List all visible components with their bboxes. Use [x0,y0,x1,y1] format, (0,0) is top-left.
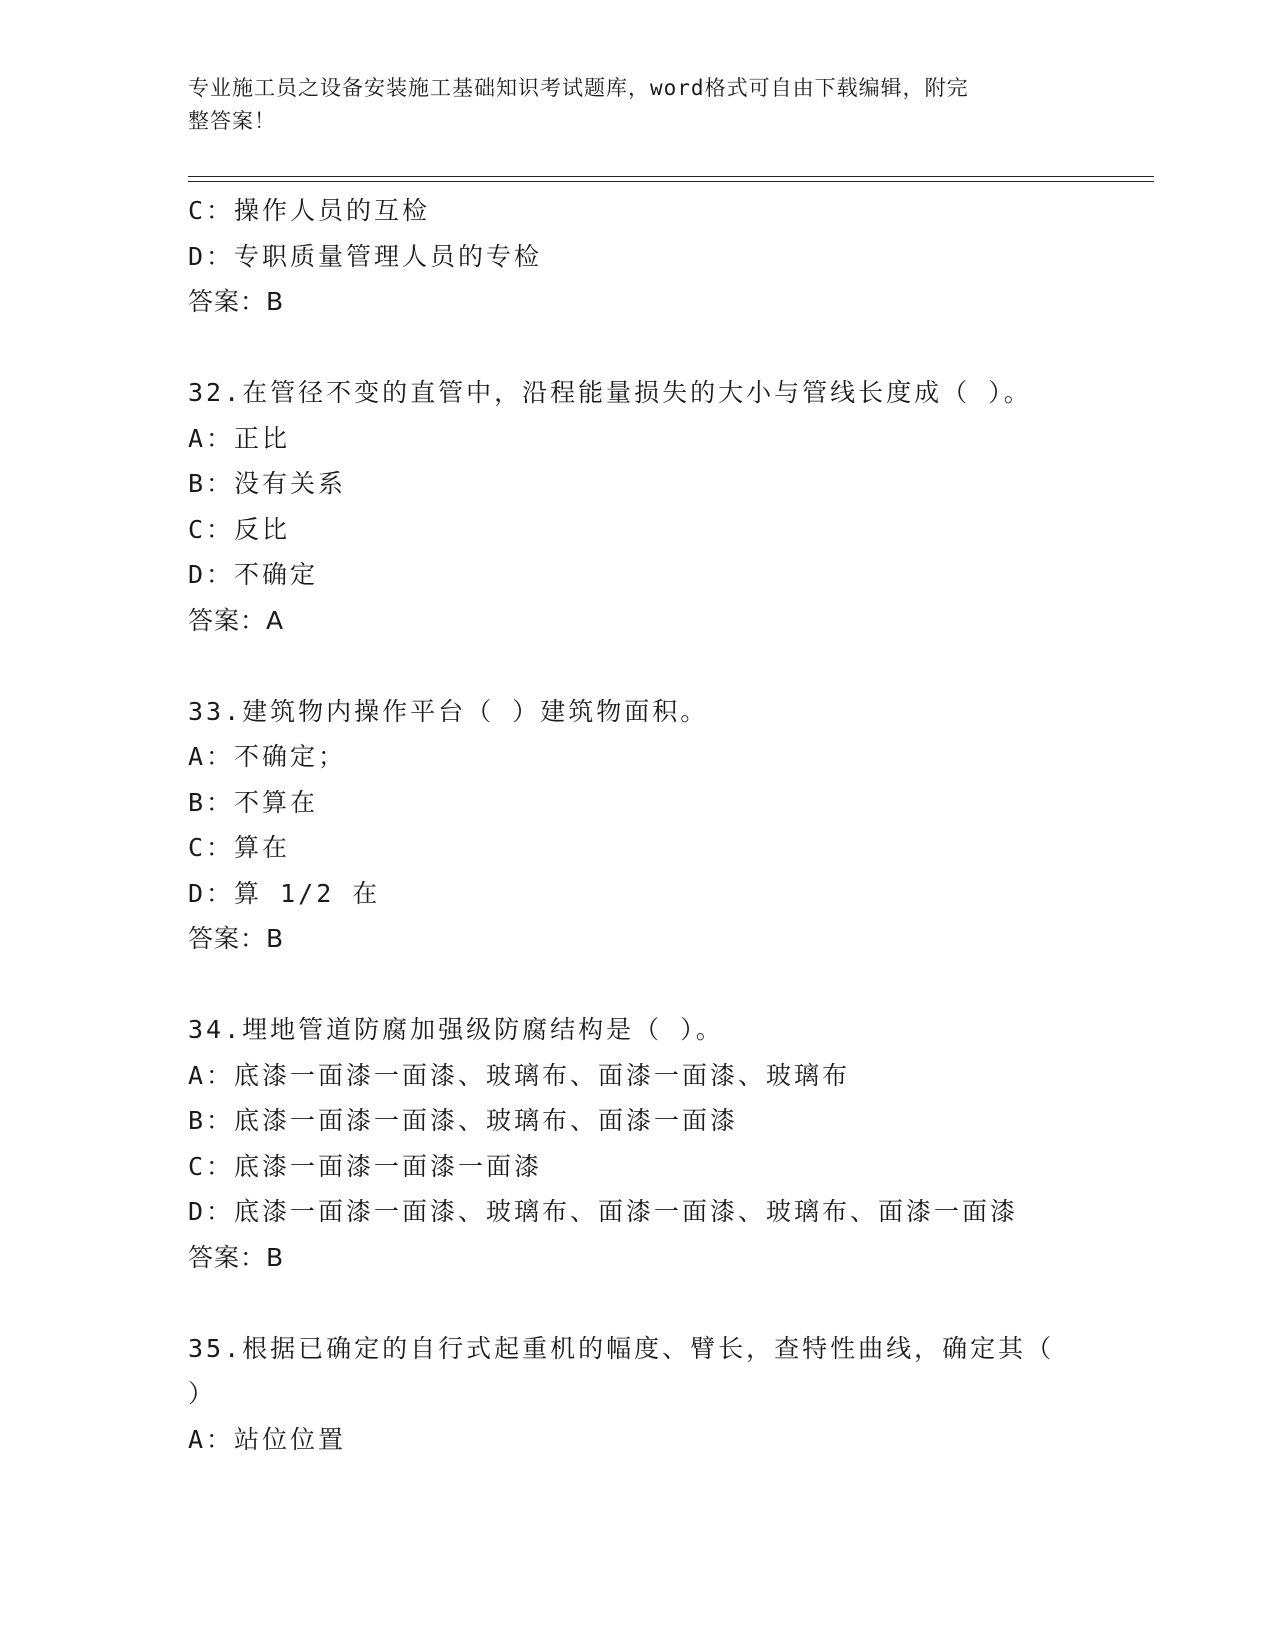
option-b: B：不算在 [188,787,319,817]
document-header [188,72,1068,138]
answer: 答案：A [188,605,285,635]
spacer [188,1280,1088,1326]
option-d: D：底漆一面漆一面漆、玻璃布、面漆一面漆、玻璃布、面漆一面漆 [188,1197,1019,1226]
option-b: B：没有关系 [188,469,347,498]
option-c: C：反比 [188,514,291,544]
answer: 答案：B [188,924,285,953]
spacer [188,643,1088,689]
option-a: A：站位位置 [188,1424,347,1454]
header-divider-top [188,176,1154,177]
question-stem-line-2: ） [188,1379,217,1408]
question-stem-line-1: 35.根据已确定的自行式起重机的幅度、臂长，查特性曲线，确定其（ [188,1333,1055,1363]
spacer [188,962,1088,1008]
option-d: D：专职质量管理人员的专检 [188,241,543,271]
option-a: A：正比 [188,423,291,453]
option-c: C：操作人员的互检 [188,196,431,225]
question-35 [188,1326,1088,1463]
header-title-line-1: 专业施工员之设备安装施工基础知识考试题库，word格式可自由下载编辑，附完 [188,76,969,100]
question-stem: 33.建筑物内操作平台（ ）建筑物面积。 [188,696,709,726]
option-b: B：底漆一面漆一面漆、玻璃布、面漆一面漆 [188,1106,739,1135]
option-a: A：底漆一面漆一面漆、玻璃布、面漆一面漆、玻璃布 [188,1060,851,1090]
question-stem: 34.埋地管道防腐加强级防腐结构是（ ）。 [188,1015,724,1044]
question-stem: 32.在管径不变的直管中，沿程能量损失的大小与管线长度成（ ）。 [188,378,1032,407]
question-31-continuation [188,188,1088,325]
answer: 答案：B [188,1242,285,1272]
question-34 [188,1007,1088,1280]
option-d: D：算 1/2 在 [188,878,381,908]
option-d: D：不确定 [188,560,319,589]
answer: 答案：B [188,287,285,316]
option-c: C：算在 [188,833,291,862]
question-32 [188,370,1088,643]
question-list [188,188,1088,1462]
option-a: A：不确定； [188,742,347,771]
question-33 [188,689,1088,962]
header-divider-bottom [188,181,1154,182]
option-c: C：底漆一面漆一面漆一面漆 [188,1151,543,1181]
header-title-line-2: 整答案！ [188,109,276,133]
spacer [188,325,1088,371]
